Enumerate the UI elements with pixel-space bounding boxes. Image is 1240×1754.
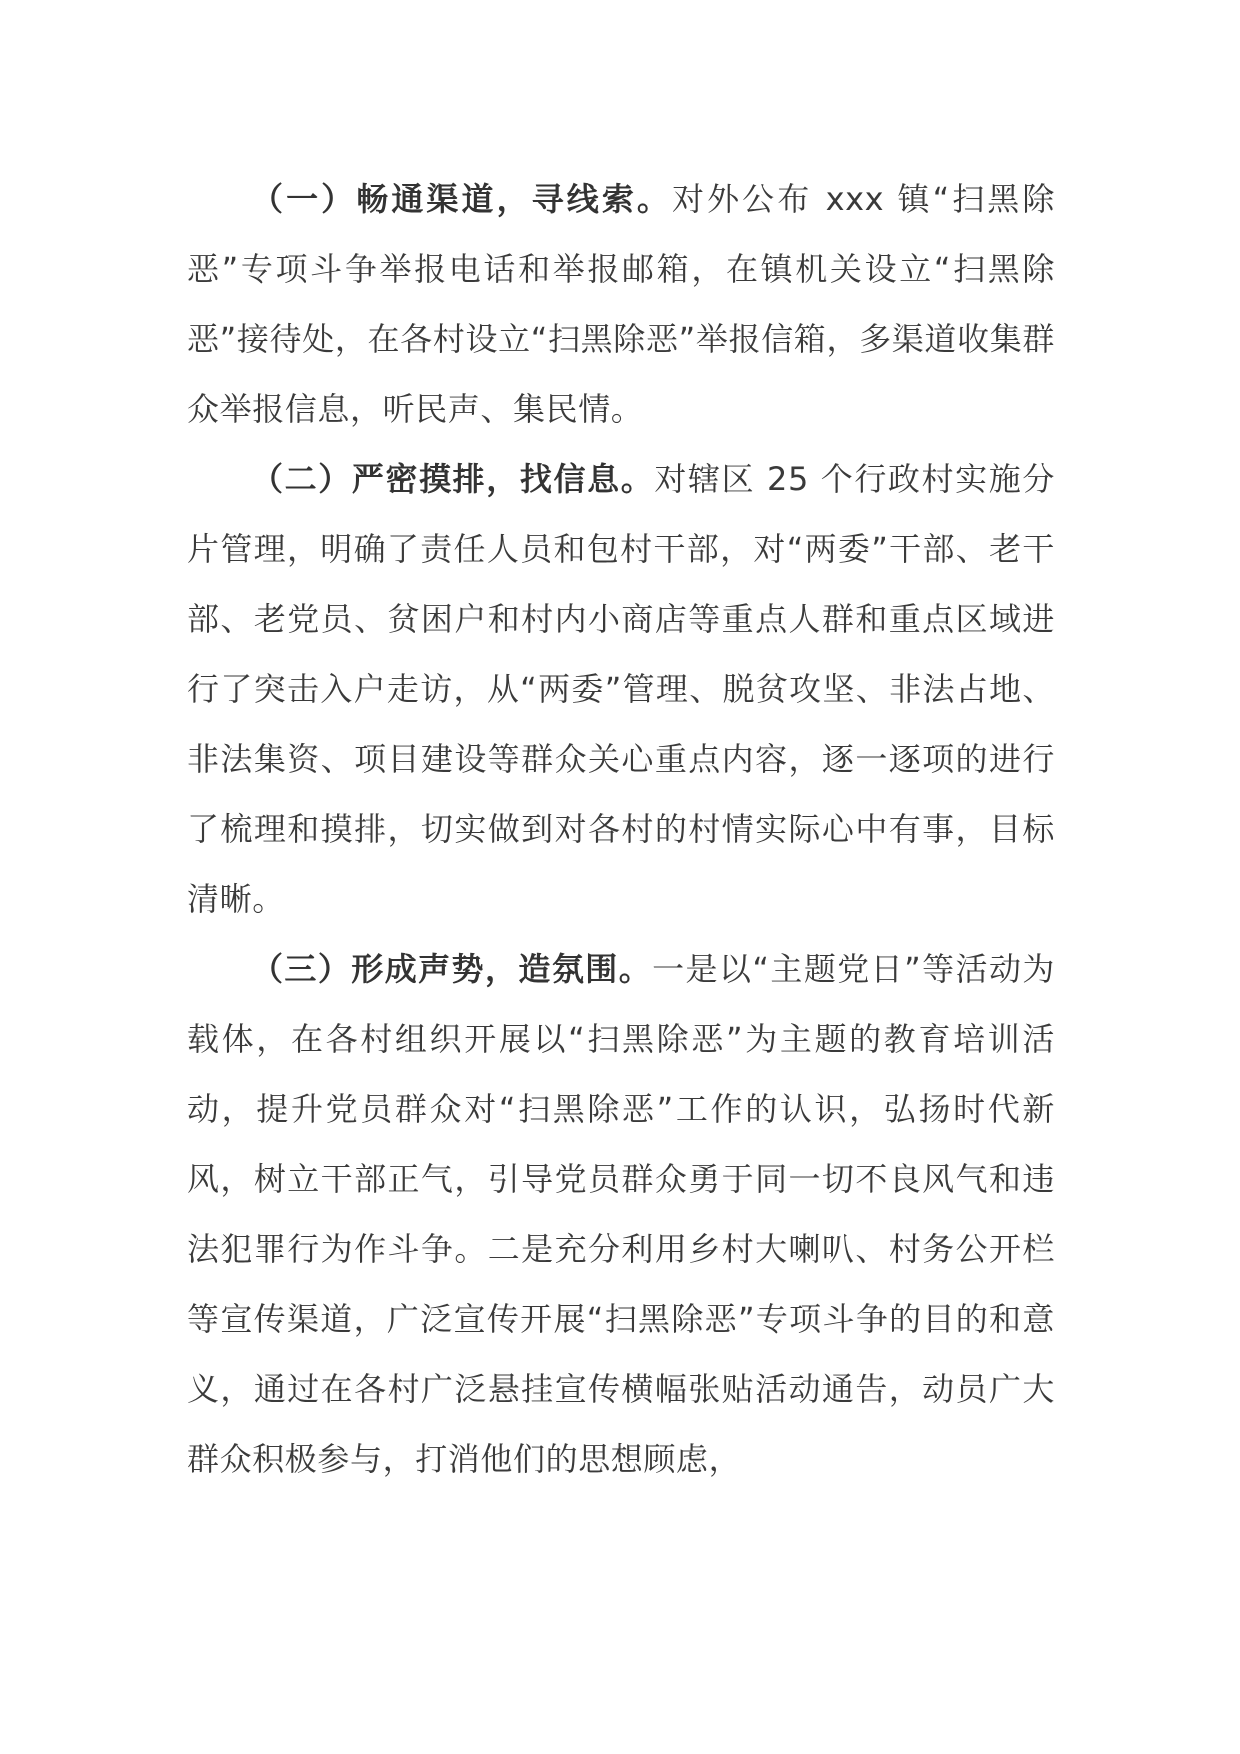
paragraph-3-body: 一是以“主题党日”等活动为载体，在各村组织开展以“扫黑除恶”为主题的教育培训活动，提升党员群众对“扫黑除恶”工作的认识，弘扬时代新风，树立干部正气，引导党员群众勇于同一切不良风气和违法犯罪行为作斗争。二是充分利用乡村大喇叭、村务公开栏等宣传渠道，广泛宣传开展“扫黑除恶”专项斗争的目的和意义，通过在各村广泛悬挂宣传横幅张贴活动通告，动员广大群众积极参与，打消他们的思想顾虑， (187, 950, 1055, 1478)
paragraph-1-heading: （一）畅通渠道，寻线索。 (251, 180, 673, 218)
paragraph-3 (187, 934, 1055, 1494)
paragraph-2-body: 对辖区 25 个行政村实施分片管理，明确了责任人员和包村干部，对“两委”干部、老干部、老党员、贫困户和村内小商店等重点人群和重点区域进行了突击入户走访，从“两委”管理、脱贫攻坚、非法占地、非法集资、项目建设等群众关心重点内容，逐一逐项的进行了梳理和摸排，切实做到对各村的村情实际心中有事，目标清晰。 (187, 460, 1055, 918)
document-page (187, 164, 1055, 1494)
paragraph-1-body: 对外公布 xxx 镇“扫黑除恶”专项斗争举报电话和举报邮箱，在镇机关设立“扫黑除恶”接待处，在各村设立“扫黑除恶”举报信箱，多渠道收集群众举报信息，听民声、集民情。 (187, 180, 1055, 428)
paragraph-1 (187, 164, 1055, 444)
paragraph-2 (187, 444, 1055, 934)
paragraph-3-heading: （三）形成声势，造氛围。 (251, 950, 653, 988)
paragraph-2-heading: （二）严密摸排，找信息。 (251, 460, 655, 498)
